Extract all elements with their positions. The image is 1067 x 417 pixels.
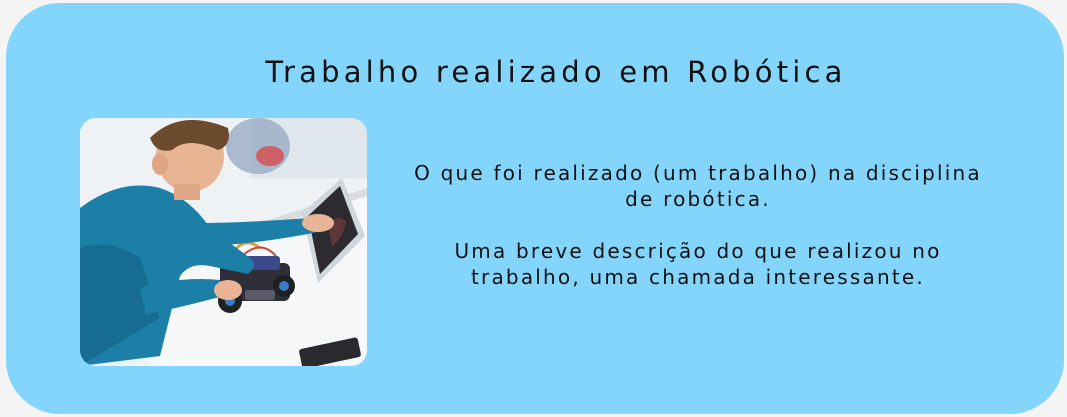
info-card <box>6 3 1064 414</box>
description-paragraph: Uma breve descrição do que realizou no trabalho, uma chamada interessante. <box>454 239 942 289</box>
student-robotics-photo <box>80 118 367 366</box>
description-text <box>398 160 998 290</box>
summary-paragraph: O que foi realizado (um trabalho) na disciplina de robótica. <box>414 161 982 211</box>
card-title: Trabalho realizado em Robótica <box>265 55 847 89</box>
